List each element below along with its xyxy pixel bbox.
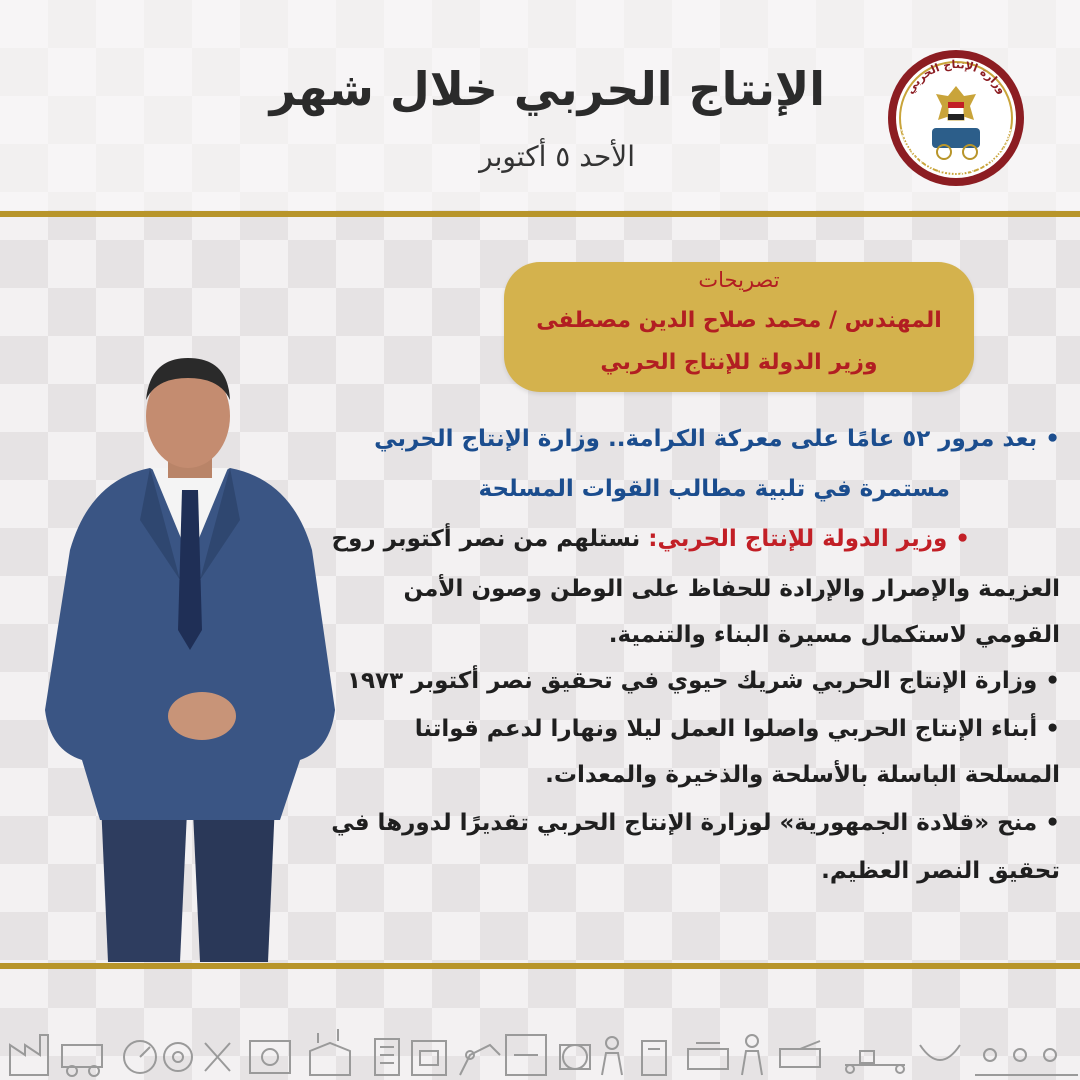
bullet-4-line-2: المسلحة الباسلة بالأسلحة والذخيرة والمعدات. (545, 762, 1060, 788)
bullet-2-line-2: العزيمة والإصرار والإرادة للحفاظ على الوطن وصون الأمن (403, 576, 1060, 602)
assembly-line-icon (975, 1049, 1078, 1075)
logo-arabic-text: وزارة الإنتاج الحربي (903, 57, 1009, 97)
gauge-icon (124, 1041, 156, 1073)
truck-icon (62, 1045, 102, 1076)
factory-icon (10, 1035, 48, 1075)
chain-icon (920, 1045, 960, 1060)
press-icon (506, 1035, 546, 1075)
bullet-2-text: نستلهم من نصر أكتوبر روح (331, 526, 649, 552)
header-divider (0, 211, 1080, 217)
bullet-2-line-1 (210, 526, 970, 552)
speaker-position: وزير الدولة للإنتاج الحربي (600, 350, 878, 375)
ministry-logo (886, 48, 1026, 188)
speaker-name: المهندس / محمد صلاح الدين مصطفى (536, 308, 942, 333)
page-date: الأحد ٥ أكتوبر (479, 140, 635, 173)
worker-2-icon (742, 1035, 762, 1075)
bullet-1-line-1: • بعد مرور ٥٢ عامًا على معركة الكرامة.. وزارة الإنتاج الحربي (374, 426, 1060, 452)
plant-icon (310, 1029, 350, 1075)
statement-box (504, 262, 974, 392)
bullet-5-line-2: تحقيق النصر العظيم. (821, 858, 1060, 884)
robot-arm-icon (460, 1045, 500, 1075)
gear-icon (164, 1043, 192, 1071)
tools-icon (205, 1043, 230, 1071)
camera-icon (560, 1045, 590, 1069)
bullet-2-speaker: • وزير الدولة للإنتاج الحربي: (648, 526, 970, 552)
bullet-2-line-3: القومي لاستكمال مسيرة البناء والتنمية. (608, 622, 1060, 648)
statement-label: تصريحات (698, 268, 780, 292)
bullet-5-line-1: • منح «قلادة الجمهورية» لوزارة الإنتاج الحربي تقديرًا لدورها في (331, 810, 1060, 836)
furnace-icon (412, 1041, 446, 1075)
page-title: الإنتاج الحربي خلال شهر (269, 62, 825, 116)
industry-icons-strip (0, 1015, 1080, 1080)
panel-icon (375, 1039, 399, 1075)
logo-english-text: Ministry of Military Production (897, 127, 1015, 180)
bullet-3-line-1: • وزارة الإنتاج الحربي شريك حيوي في تحقيق نصر أكتوبر ١٩٧٣ (346, 668, 1060, 694)
lathe-icon (688, 1043, 728, 1069)
bullet-1-line-2: مستمرة في تلبية مطالب القوات المسلحة (478, 476, 950, 502)
worker-icon (602, 1037, 622, 1075)
battery-icon (642, 1041, 666, 1075)
machine-icon (250, 1041, 290, 1073)
conveyor-icon (845, 1051, 905, 1073)
bullet-4-line-1: • أبناء الإنتاج الحربي واصلوا العمل ليلا ونهارا لدعم قواتنا (414, 716, 1060, 742)
tank-icon (780, 1041, 820, 1067)
footer-divider (0, 963, 1080, 969)
